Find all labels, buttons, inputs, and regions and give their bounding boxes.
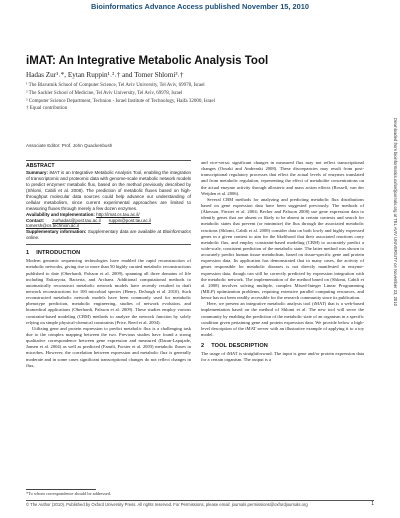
author-list: Hadas Zur¹˒*, Eytan Ruppin¹˒²˒† and Tomer Shlomi³˒†	[26, 71, 184, 79]
footer-rule	[26, 500, 374, 501]
right-paragraph-2: Several CBM methods for analyzing and predicting metabolic flux distributions based on gene expression data have been suggested previously. The methods of (Åkesson, Förster et al. 2004; Becker and Palsson 2008) use gene expression data to identify genes that are absent or likely to be absent in certain contexts and search for metabolic states that prevent (or minimize) the flux through the associated metabolic reactions (Shlomi, Cabili et al. 2008) consider data on both lowly and highly expressed genes in a given context to aim for the likelihood that their associated reactions carry metabolic flux, and employ constraint-based modeling (CBM) to accurately predict a wide-scale, consistent prediction of the metabolic state. The latter method was shown to accurately predict human tissue metabolism, based on tissue-specific gene and protein expression data. Its application has demonstrated that in many cases, the activity of genes responsible for metabolic diseases is not directly manifested in enzyme-expression data, though can still be correctly predicted by expression integration with the metabolic network. The implementation of the method based on (Shlomi, Cabili et al. 2008) involves solving multiple, complex Mixed-Integer Linear Programming (MILP) optimization problems, requiring extensive parallel computing resources, and hence has not been readily accessible for the research community since its publication.	[201, 196, 364, 301]
summary-label: Summary:	[26, 170, 49, 175]
copyright-notice: © The Author (2010). Published by Oxford University Press. All rights reserved. For Permissions, please email: journals.permissions@oxfordjournals.org	[26, 502, 308, 507]
supp-journal: Bioinformatics	[162, 229, 191, 235]
abstract-box	[26, 160, 191, 245]
correspondence-footnote: *To whom correspondence should be addressed.	[26, 491, 112, 496]
contact-email-3[interactable]: tomersh@cs.technion.ac.il	[26, 223, 79, 229]
section-1-body	[26, 258, 191, 369]
abstract-supplementary	[26, 229, 191, 241]
availability-label: Availability and Implementation:	[26, 211, 95, 217]
supp-text: Supplementary data are available at	[87, 229, 162, 235]
footnote-rule	[26, 489, 96, 490]
right-paragraph-3: Here, we present an integrative metabolic analysis tool (iMAT) that is a web-based implementation based on the method of Shlomi et al. The new tool will serve the community by enabling the prediction of the metabolic state of an organism in a specific condition given pertaining gene and protein expression data. We provide below a high-level description of the iMAT server with an illustrative example of applying it to a toy model.	[201, 301, 364, 337]
affiliation-3: ³ Computer Science Department, Technion - Israel Institute of Technology, Haifa 32000, Israel	[26, 98, 215, 104]
right-column	[201, 160, 364, 363]
supp-end: online.	[26, 235, 40, 241]
section-2-number: 2	[201, 343, 205, 350]
intro-paragraph-1: Modern genomic sequencing technologies have enabled the rapid reconstruction of metabolic networks, giving rise to more than 50 highly curated metabolic reconstructions published to date (Oberhardt, Palsson et al. 2009), spanning all three domains of life including Eukaryota, Bacteria, and Archaea. Additional computational methods to automatically reconstruct metabolic network models have recently resulted in draft network reconstructions for 100 microbial species (Henry, DeJongh et al. 2010). Such reconstructed metabolic network models have been commonly used for metabolic phenotype prediction, metabolic engineering, studies of network evolution, and biomedical applications (Oberhardt, Palsson et al. 2009). These studies employ various constraint-based modeling (CBM) methods to analyze the network function by solely relying on simple physical-chemical constraints (Price, Reed et al. 2004).	[26, 258, 191, 325]
contact-email-2[interactable]: ruppin@post.tau.ac.il	[108, 217, 151, 223]
section-1-number: 1	[26, 250, 30, 257]
page-number: 1	[371, 501, 374, 507]
journal-banner: Bioinformatics Advance Access published November 15, 2010	[91, 2, 309, 11]
contact-email-1[interactable]: zurhadas@post.tau.ac.il	[52, 217, 101, 223]
section-2-title: TOOL DESCRIPTION	[211, 343, 268, 350]
paper-title: iMAT: An Integrative Metabolic Analysis Tool	[26, 55, 269, 67]
download-side-note: Downloaded from bioinformatics.oxfordjournals.org at TEL AVIV UNIVERSITY on November 23, 2010	[393, 118, 398, 306]
intro-paragraph-2: Utilizing gene and protein expression to predict metabolic flux is a challenging task due to the complex mapping between the two. Previous studies have found a strong qualitative correspondence between gene expression and measured (Daran-Lapujade, Jansen et al. 2004) as well as predicted (Famili, Forster et al. 2003) metabolic fluxes in microbes. However, the correlation between expression and metabolic flux is generally moderate and in some cases significant transcriptional changes do not reflect changes in flux,	[26, 325, 191, 368]
summary-text: iMAT is an Integrative Metabolic Analysis Tool, enabling the integration of transcriptomic and proteomic data with genome-scale metabolic network models to predict enzymes' metabolic flux, based on the method previously described by (Shlomi, Cabili et al. 2008). The prediction of metabolic fluxes based on high-throughput molecular data sources could help advance our understanding of cellular metabolism, since current experimental approaches are limited to measuring fluxes through merely a few dozen enzymes.	[26, 170, 191, 211]
right-paragraph-1: and vice-versa; significant changes in measured flux may not reflect transcriptional changes (Oosaki and Andreaski 2008). These discrepancies may result from post-transcriptional regulatory processes that effect the actual levels of enzymes translated and from metabolic regulation, representing the effect of metabolite concentrations on the actual enzyme activity through allosteric and mass action effects (Rossell, van der Weijden et al. 2006).	[201, 160, 364, 196]
section-2-heading	[201, 343, 364, 349]
abstract-bottom-rule	[26, 244, 191, 245]
tool-paragraph-1: The usage of iMAT is straightforward. The input is gene and/or protein expression data for a certain organism. The output is a	[201, 351, 364, 363]
availability-link[interactable]: http://imat.cs.tau.ac.il/	[96, 211, 140, 217]
affiliation-note: † Equal contribution	[26, 106, 68, 112]
abstract-top-rule	[26, 160, 191, 161]
right-column-body	[201, 160, 364, 338]
affiliation-2: ² The Sackler School of Medicine, Tel Aviv University, Tel Aviv, 69978, Israel	[26, 90, 183, 96]
abstract-summary	[26, 170, 191, 212]
affiliation-list	[26, 82, 376, 113]
section-1-heading	[26, 250, 191, 256]
supp-label: Supplementary information:	[26, 229, 87, 235]
section-2-body	[201, 351, 364, 363]
affiliation-1: ¹ The Blavatnik School of Computer Science, Tel Aviv University, Tel Aviv, 69978, Israel	[26, 83, 205, 88]
abstract-heading: ABSTRACT	[26, 163, 55, 169]
section-1-title: INTRODUCTION	[36, 250, 81, 257]
associate-editor: Associate Editor: Prof. John Quackenbush	[26, 143, 113, 148]
contact-label: Contact:	[26, 217, 45, 223]
left-column	[26, 160, 191, 369]
